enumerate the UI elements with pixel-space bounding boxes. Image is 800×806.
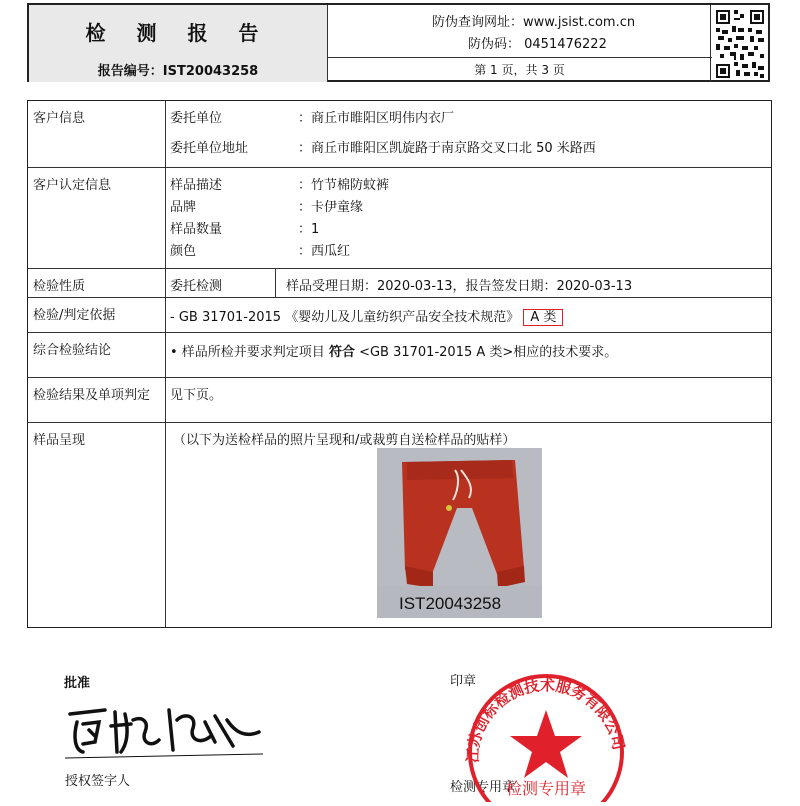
value-color: ：西瓜红 [298, 244, 351, 259]
approve-label: 批准 [64, 676, 91, 691]
svg-text:江苏创标检测技术服务有限公司: 江苏创标检测技术服务有限公司 [463, 676, 628, 764]
row-inspection-nature [28, 269, 771, 298]
report-header [27, 3, 770, 82]
signature [65, 702, 265, 764]
pants-image [377, 448, 542, 618]
row-result [28, 378, 771, 423]
basis-standard: - GB 31701-2015 《婴幼儿及儿童纺织产品安全技术规范》 [170, 310, 520, 325]
qr-code-icon [714, 8, 766, 80]
value-brand: ：卡伊童缘 [298, 200, 364, 215]
label-sample-photo: 样品呈现 [33, 433, 86, 448]
conclusion-verdict: 符合 [328, 345, 355, 360]
label-result: 检验结果及单项判定 [33, 388, 151, 403]
row-basis [28, 298, 771, 333]
label-address: 委托单位地址 [170, 141, 249, 156]
label-sample-desc: 样品描述 [170, 178, 223, 193]
report-title: 检 测 报 告 [29, 5, 328, 58]
row-conclusion [28, 333, 771, 378]
verify-site: 防伪查询网址：www.jsist.com.cn [432, 15, 636, 30]
value-unit: ：商丘市睢阳区明伟内衣厂 [298, 111, 455, 126]
nature-divider [275, 269, 276, 297]
value-result: 见下页。 [170, 388, 223, 403]
sample-photo [377, 448, 542, 618]
seal-label: 印章 [450, 674, 477, 689]
svg-text:检测专用章: 检测专用章 [505, 779, 587, 798]
label-conclusion: 综合检验结论 [33, 343, 112, 358]
report-number: 报告编号：IST20043258 [29, 57, 328, 82]
row-client-info [28, 101, 771, 168]
signer-label: 授权签字人 [65, 774, 131, 789]
conclusion-suffix: <GB 31701-2015 A 类>相应的技术要求。 [354, 345, 618, 360]
value-sample-desc: ：竹节棉防蚊裤 [298, 178, 390, 193]
label-basis: 检验/判定依据 [33, 308, 116, 323]
label-color: 颜色 [170, 244, 197, 259]
value-nature: 委托检测 [170, 279, 223, 294]
photo-label: IST20043258 [399, 594, 502, 613]
verify-info [327, 5, 712, 58]
value-quantity: ：1 [298, 222, 320, 237]
company-stamp [451, 652, 641, 806]
label-quantity: 样品数量 [170, 222, 223, 237]
label-unit: 委托单位 [170, 111, 223, 126]
label-nature: 检验性质 [33, 279, 86, 294]
value-dates: 样品受理日期：2020-03-13，报告签发日期：2020-03-13 [286, 279, 633, 294]
conclusion-prefix: • 样品所检并要求判定项目 [170, 345, 329, 360]
label-brand: 品牌 [170, 200, 197, 215]
seal-name-label: 检测专用章 [450, 780, 516, 795]
label-sample-info: 客户认定信息 [33, 178, 112, 193]
photo-caption: （以下为送检样品的照片呈现和/或裁剪自送检样品的贴样） [173, 433, 516, 448]
grade-badge: A 类 [523, 309, 563, 326]
value-address: ：商丘市睢阳区凯旋路于南京路交叉口北 50 米路西 [298, 141, 596, 156]
qr-code[interactable] [710, 5, 768, 82]
label-client-info: 客户信息 [33, 111, 86, 126]
row-sample-info [28, 168, 771, 269]
value-conclusion [170, 341, 617, 360]
page-info: 第 1 页，共 3 页 [474, 63, 565, 77]
value-basis [170, 306, 563, 325]
stamp-icon [451, 652, 641, 802]
verify-code: 防伪码： 0451476222 [468, 37, 607, 52]
signature-icon [65, 702, 265, 760]
